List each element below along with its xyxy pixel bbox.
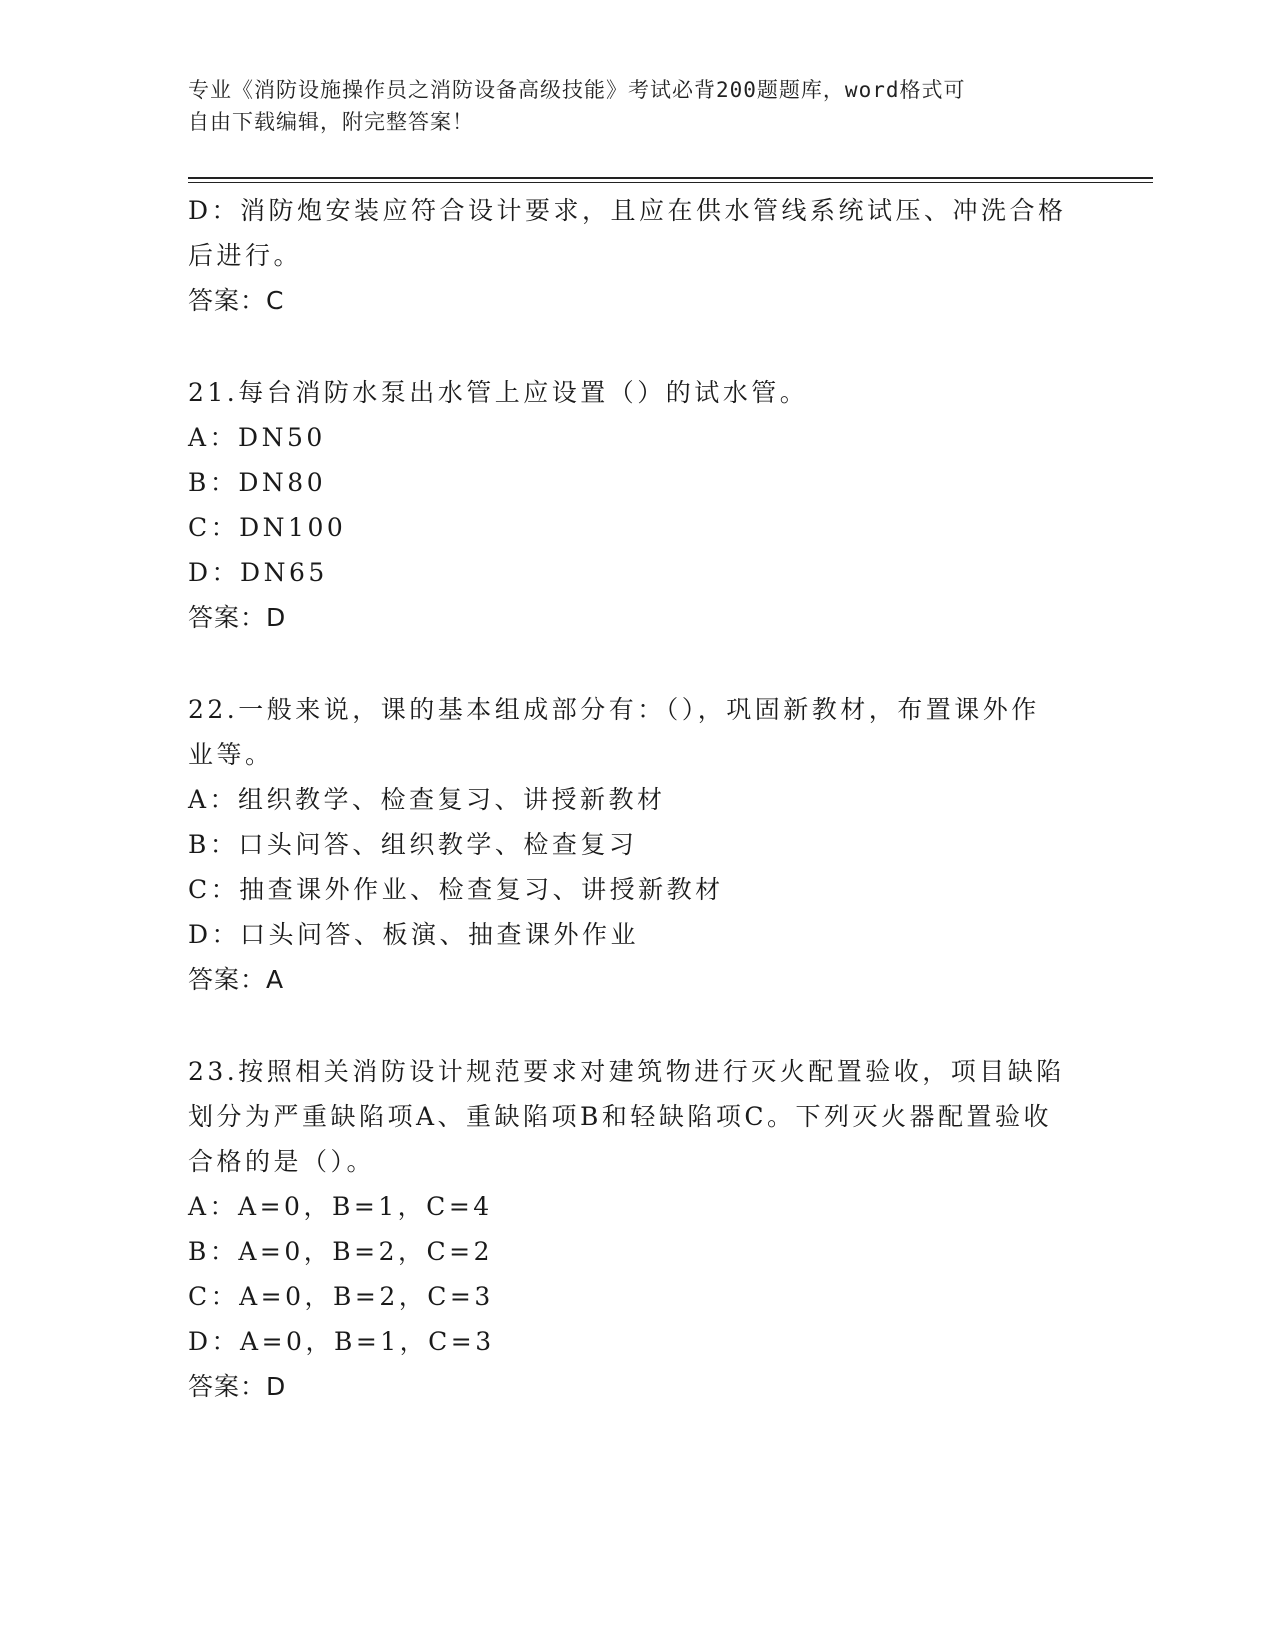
question-stem-line-1: 23.按照相关消防设计规范要求对建筑物进行灭火配置验收，项目缺陷	[188, 1057, 1065, 1086]
answer: 答案：A	[188, 965, 285, 994]
question-content	[188, 188, 1073, 1410]
question-23	[188, 1049, 1073, 1410]
option-d: D：口头问答、板演、抽查课外作业	[188, 920, 640, 949]
option-c: C：A=0，B=2，C=3	[188, 1282, 494, 1311]
question-22	[188, 687, 1073, 1003]
question-stem: 21.每台消防水泵出水管上应设置（）的试水管。	[188, 378, 809, 407]
question-stem-line-2: 划分为严重缺陷项A、重缺陷项B和轻缺陷项C。下列灭火器配置验收	[188, 1102, 1053, 1131]
header-line-2: 自由下载编辑，附完整答案！	[188, 110, 474, 134]
option-a: A：A=0，B=1，C=4	[188, 1192, 493, 1221]
question-stem-line-2: 业等。	[188, 740, 274, 769]
option-c: C：抽查课外作业、检查复习、讲授新教材	[188, 875, 724, 904]
header-divider-thin	[188, 182, 1153, 183]
option-b: B：A=0，B=2，C=2	[188, 1237, 493, 1266]
header-line-1: 专业《消防设施操作员之消防设备高级技能》考试必背200题题库，word格式可	[188, 78, 966, 102]
previous-question	[188, 188, 1073, 324]
question-stem-line-1: 22.一般来说，课的基本组成部分有：（），巩固新教材，布置课外作	[188, 695, 1040, 724]
option-a: A：组织教学、检查复习、讲授新教材	[188, 785, 666, 814]
option-d: D：DN65	[188, 558, 328, 587]
option-b: B：DN80	[188, 468, 327, 497]
header-divider-thick	[188, 177, 1153, 179]
option-d-line-2: 后进行。	[188, 241, 303, 270]
answer: 答案：D	[188, 1372, 287, 1401]
question-stem-line-3: 合格的是（）。	[188, 1147, 376, 1176]
question-21	[188, 370, 1073, 641]
option-d: D：A=0，B=1，C=3	[188, 1327, 495, 1356]
answer: 答案：D	[188, 603, 287, 632]
option-d-line-1: D：消防炮安装应符合设计要求，且应在供水管线系统试压、冲洗合格	[188, 196, 1067, 225]
option-c: C：DN100	[188, 513, 347, 542]
answer: 答案：C	[188, 286, 285, 315]
option-a: A：DN50	[188, 423, 326, 452]
document-header	[188, 74, 1068, 138]
option-b: B：口头问答、组织教学、检查复习	[188, 830, 638, 859]
